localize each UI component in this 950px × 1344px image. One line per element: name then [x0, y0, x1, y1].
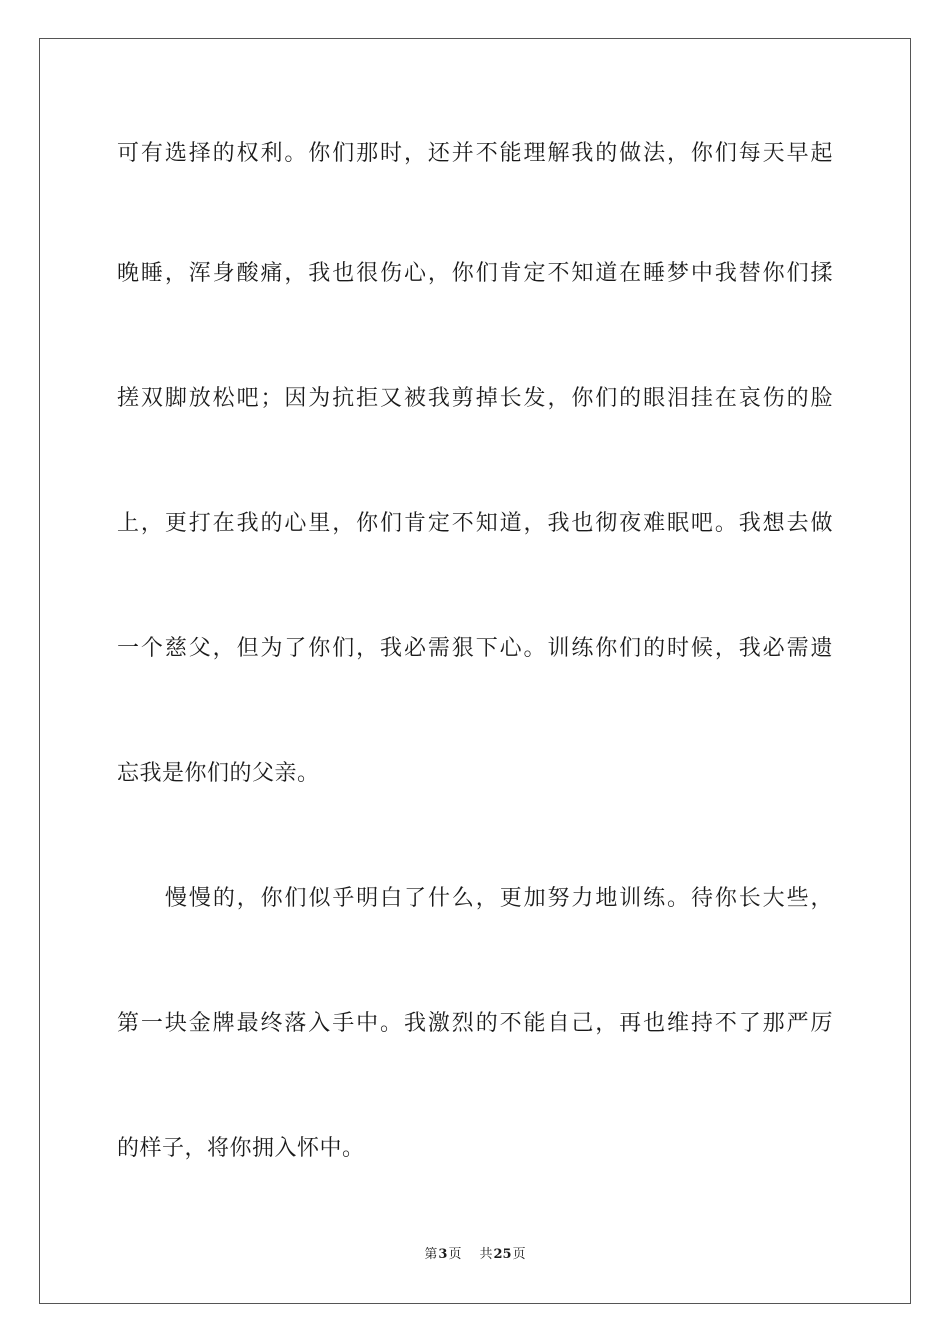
paragraph-line-4: 上，更打在我的心里，你们肯定不知道，我也彻夜难眠吧。我想去做 — [117, 511, 833, 536]
paragraph-line-8: 第一块金牌最终落入手中。我激烈的不能自己，再也维持不了那严厉 — [117, 1011, 833, 1036]
paragraph-line-9: 的样子，将你拥入怀中。 — [117, 1136, 365, 1161]
total-pages: 25 — [493, 1247, 512, 1262]
paragraph-line-1: 可有选择的权利。你们那时，还并不能理解我的做法，你们每天早起 — [117, 141, 833, 166]
paragraph-line-3: 搓双脚放松吧；因为抗拒又被我剪掉长发，你们的眼泪挂在哀伤的脸 — [117, 386, 833, 411]
page-prefix: 第 — [424, 1247, 438, 1262]
page-number: 3 — [438, 1247, 448, 1262]
page-border — [39, 38, 911, 1304]
page-suffix: 页 — [448, 1247, 462, 1262]
paragraph-line-5: 一个慈父，但为了你们，我必需狠下心。训练你们的时候，我必需遗 — [117, 636, 833, 661]
total-prefix: 共 — [479, 1247, 493, 1262]
paragraph-line-6: 忘我是你们的父亲。 — [117, 761, 320, 786]
paragraph-line-7: 慢慢的，你们似乎明白了什么，更加努力地训练。待你长大些， — [165, 886, 833, 911]
paragraph-line-2: 晚睡，浑身酸痛，我也很伤心，你们肯定不知道在睡梦中我替你们揉 — [117, 261, 833, 286]
page-footer — [0, 1246, 950, 1264]
total-suffix: 页 — [512, 1247, 526, 1262]
